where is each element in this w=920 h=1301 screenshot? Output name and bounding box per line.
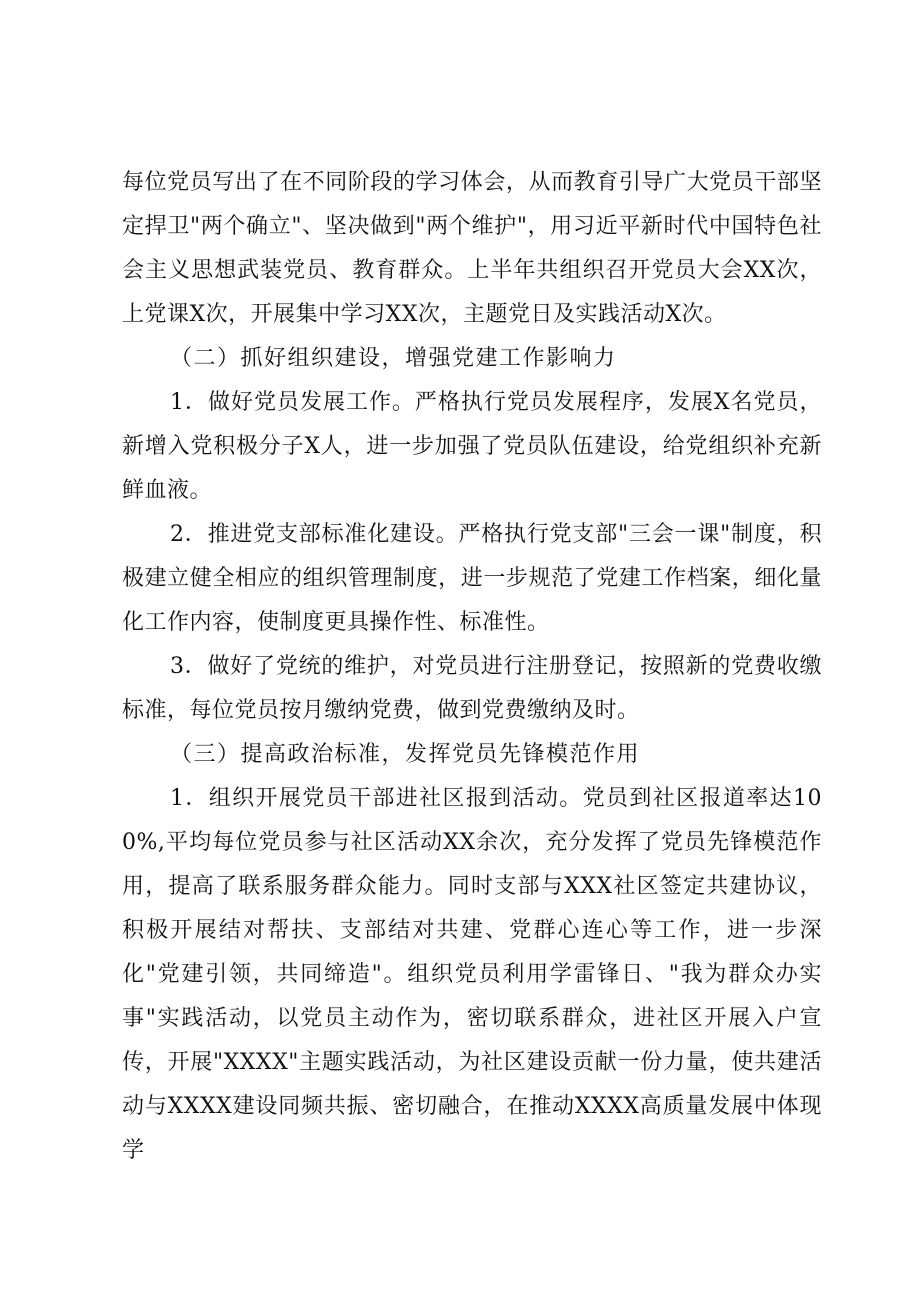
paragraph-branch-standardization: 2．推进党支部标准化建设。严格执行党支部"三会一课"制度，积极建立健全相应的组织管理制度，进一步规范了党建工作档案，细化量化工作内容，使制度更具操作性、标准性。 [122, 522, 822, 635]
section-heading-organization: （二）抓好组织建设，增强党建工作影响力 [170, 346, 617, 371]
paragraph-community-activity: 1．组织开展党员干部进社区报到活动。党员到社区报道率达100%,平均每位党员参与社区活动XX余次，充分发挥了党员先锋模范作用，提高了联系服务群众能力。同时支部与XXX社区签定共建协议，积极开展结对帮扶、支部结对共建、党群心连心等工作，进一步深化"党建引领，共同缔造"。组织党员利用学雷锋日、"我为群众办实事"实践活动，以党员主动作为，密切联系群众，进社区开展入户宣传，开展"XXXX"主题实践活动，为社区建设贡献一份力量，使共建活动与XXXX建设同频共振、密切融合，在推动XXXX高质量发展中体现学 [122, 786, 822, 1163]
document-body [122, 161, 822, 1173]
paragraph-member-development: 1．做好党员发展工作。严格执行党员发展程序，发展X名党员，新增入党积极分子X人，进一步加强了党员队伍建设，给党组织补充新鲜血液。 [122, 390, 822, 503]
paragraph-study-summary: 每位党员写出了在不同阶段的学习体会，从而教育引导广大党员干部坚定捍卫"两个确立"、坚决做到"两个维护"，用习近平新时代中国特色社会主义思想武装党员、教育群众。上半年共组织召开党员大会XX次，上党课X次，开展集中学习XX次，主题党日及实践活动X次。 [122, 170, 822, 327]
paragraph-party-fee: 3．做好了党统的维护，对党员进行注册登记，按照新的党费收缴标准，每位党员按月缴纳党费，做到党费缴纳及时。 [122, 654, 822, 723]
section-heading-political-standards: （三）提高政治标准，发挥党员先锋模范作用 [170, 742, 641, 767]
